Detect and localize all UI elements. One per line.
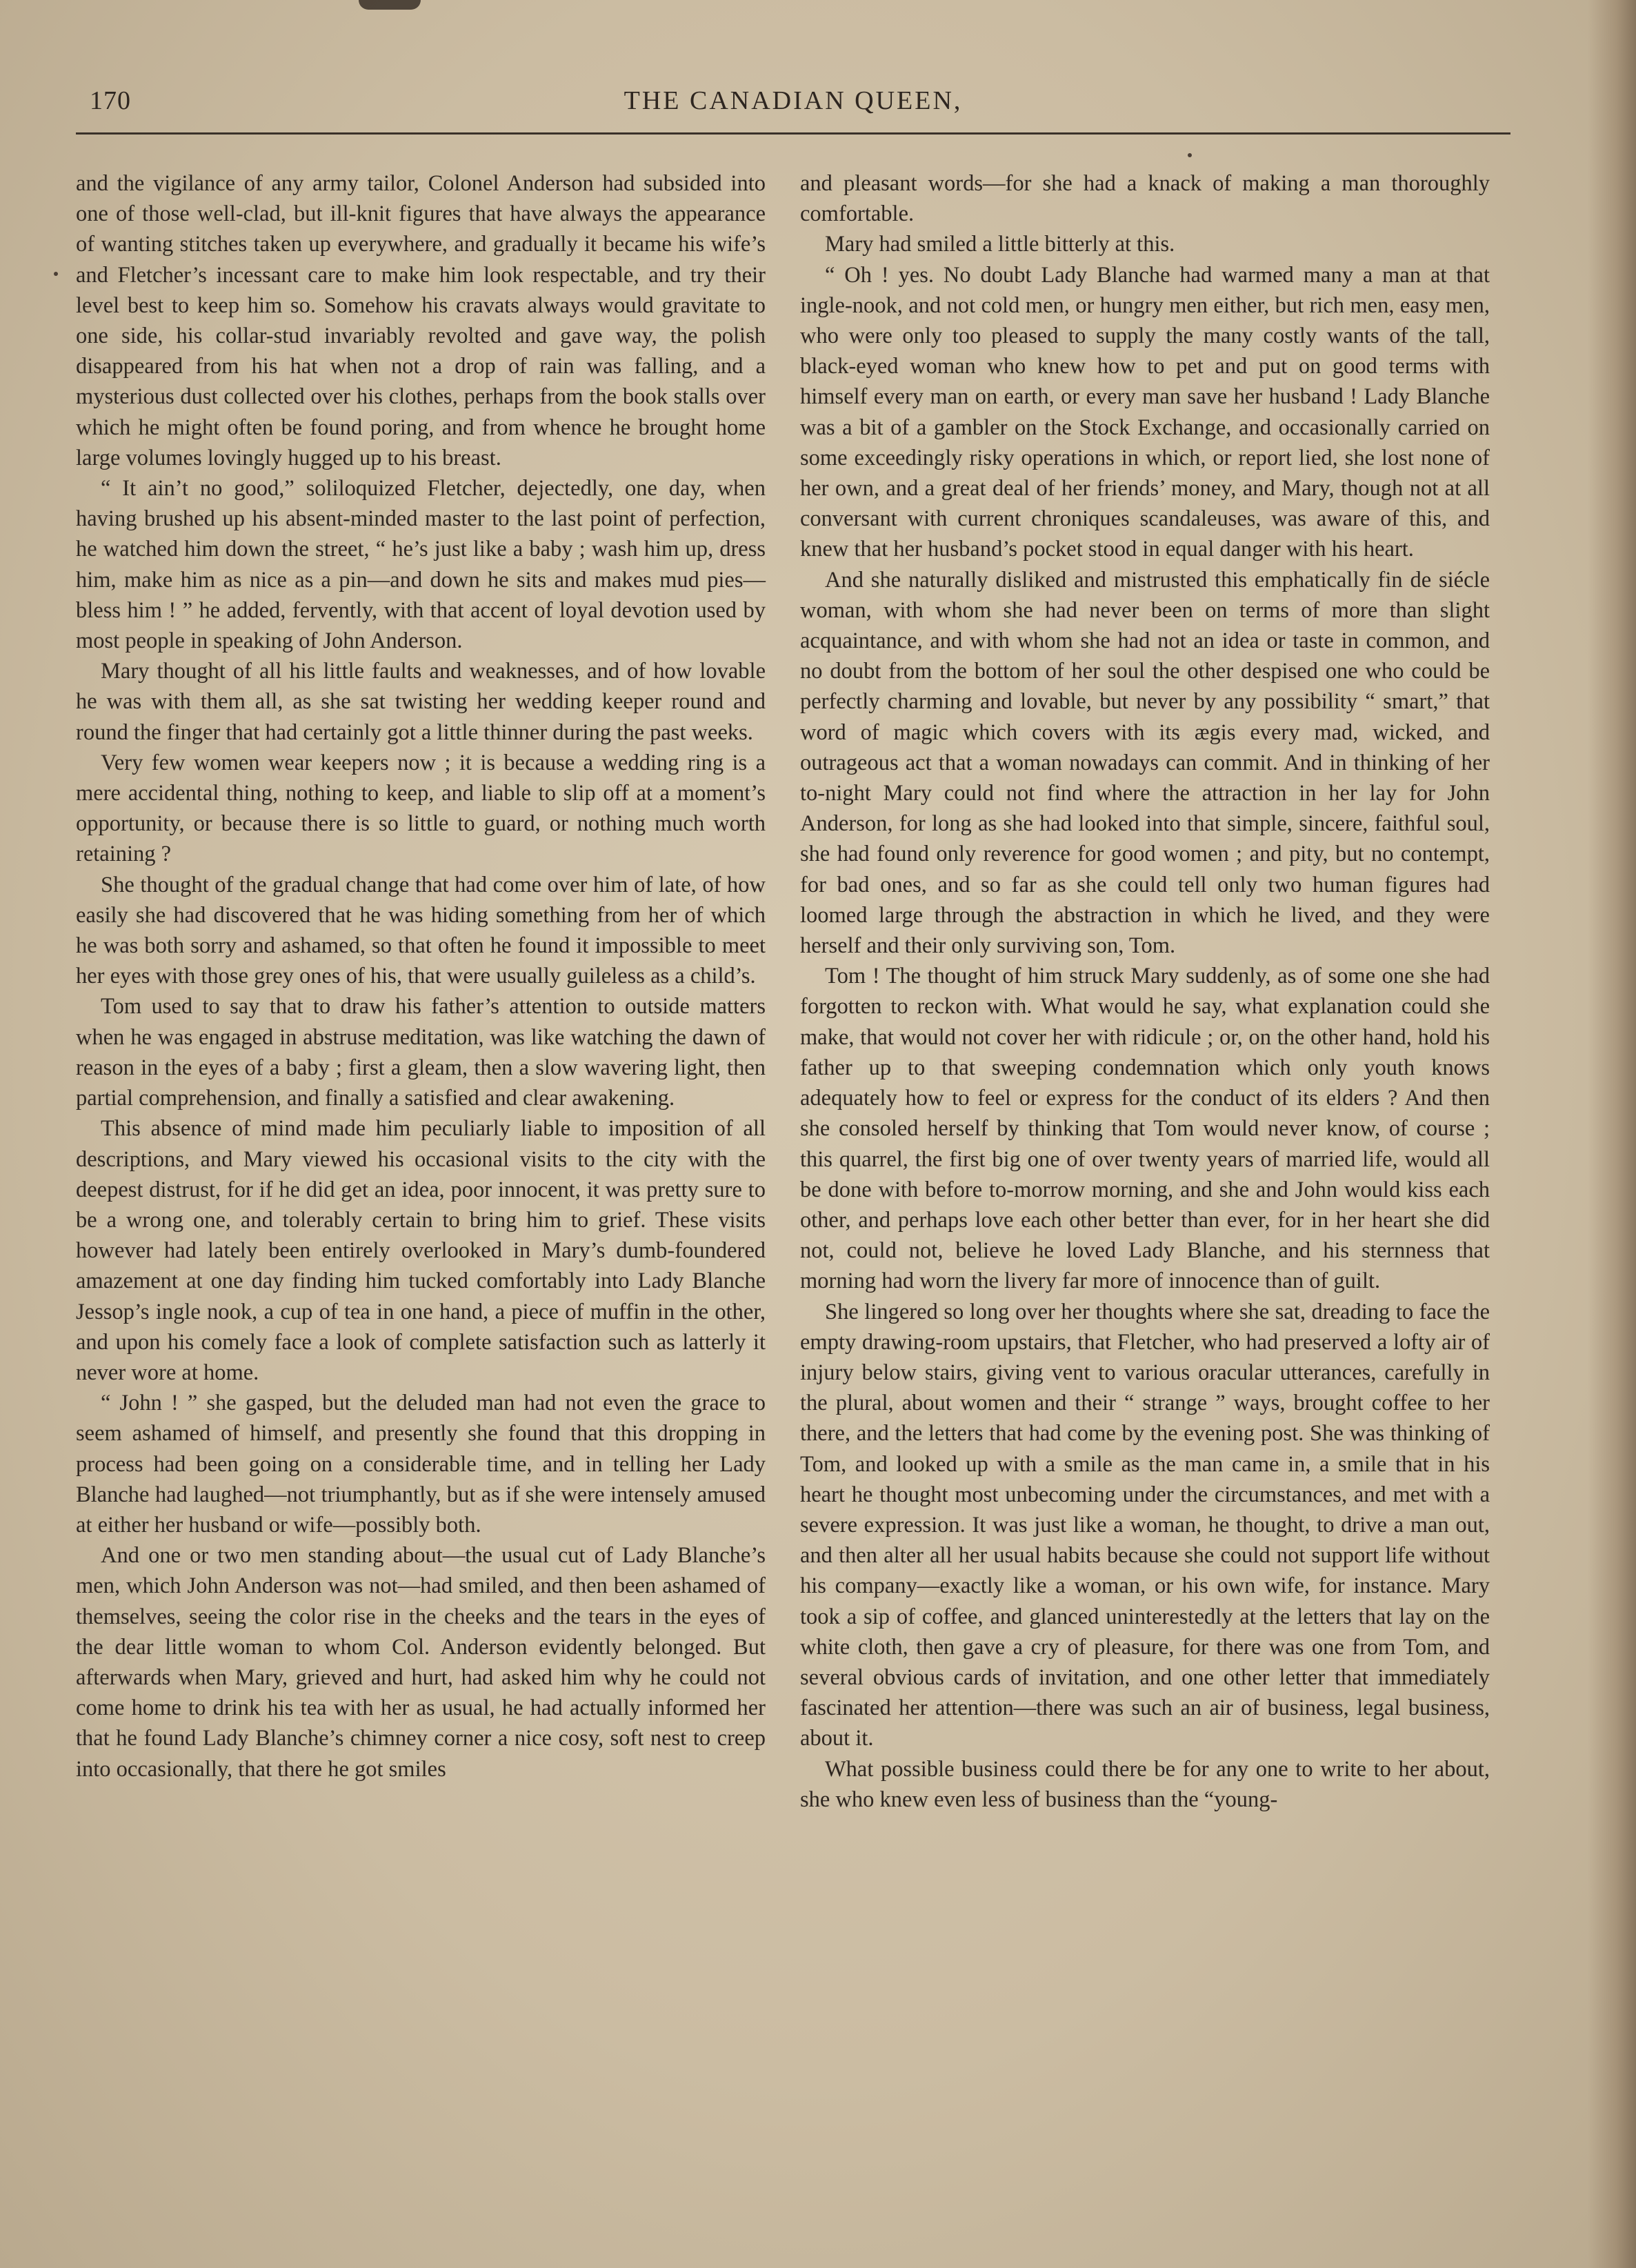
header-rule (76, 132, 1510, 135)
paragraph: “ John ! ” she gasped, but the deluded man had not even the grace to seem ashamed of himself, and presently she found that this dropping in process had been going on a considerable time, and in telling her Lady Blanche had laughed—not triumphantly, but as if she were intensely amused at either her husband or wife—possibly both. (76, 1391, 766, 1538)
print-speck (1188, 153, 1192, 157)
paragraph: Tom ! The thought of him struck Mary suddenly, as of some one she had forgotten to reckon with. What would he say, what explanation could she make, that would not cover her with ridicule ; or, on the other hand, hold his father up to that sweeping condemnation which only youth knows adequately how to feel or express for the conduct of its elders ? And then she consoled herself by thinking that Tom would never know, of course ; this quarrel, the first big one of over twenty years of married life, would all be done with before to-morrow morning, and she and John would kiss each other, and perhaps love each other better than ever, for in her heart she did not, could not, believe he loved Lady Blanche, and his sternness that morning had worn the livery far more of innocence than of guilt. (800, 964, 1490, 1294)
paragraph: Mary had smiled a little bitterly at this. (825, 232, 1175, 257)
paragraph: Very few women wear keepers now ; it is because a wedding ring is a mere accidental thing, nothing to keep, and liable to slip off at a moment’s opportunity, or because there is so little to guard, or nothing much worth retaining ? (76, 750, 766, 867)
left-column (76, 168, 766, 1784)
paragraph: She thought of the gradual change that had come over him of late, of how easily she had discovered that he was hiding something from her of which he was both sorry and ashamed, so that often he found it impossible to meet her eyes with those grey ones of his, that were usually guileless as a child’s. (76, 872, 766, 989)
page-number: 170 (90, 86, 131, 115)
paragraph: “ It ain’t no good,” soliloquized Fletcher, dejectedly, one day, when having brushed up his absent-minded master to the last point of perfection, he watched him down the street, “ he’s just like a baby ; wash him up, dress him, make him as nice as a pin—and down he sits and makes mud pies—bless him ! ” he added, fervently, with that accent of loyal devotion used by most people in speaking of John Anderson. (76, 476, 766, 654)
paragraph: and the vigilance of any army tailor, Colonel Anderson had subsided into one of those well-clad, but ill-knit figures that have always the appearance of wanting stitches taken up everywhere, and gradually it became his wife’s and Fletcher’s incessant care to make him look respectable, and try their level best to keep him so. Somehow his cravats always would gravitate to one side, his collar-stud invariably revolted and gave way, the polish disappeared from his hat when not a drop of rain was falling, and a mysterious dust collected over his clothes, perhaps from the book stalls over which he might often be found poring, and from whence he brought home large volumes lovingly hugged up to his breast. (76, 171, 766, 470)
running-title: THE CANADIAN QUEEN, (624, 86, 963, 115)
paragraph: Tom used to say that to draw his father’s attention to outside matters when he was engaged in abstruse meditation, was like watching the dawn of reason in the eyes of a baby ; first a gleam, then a slow wavering light, then partial comprehension, and finally a satisfied and clear awakening. (76, 994, 766, 1111)
paragraph: And one or two men standing about—the usual cut of Lady Blanche’s men, which John Anderson was not—had smiled, and then been ashamed of themselves, seeing the color rise in the cheeks and the tears in the eyes of the dear little woman to whom Col. Anderson evidently belonged. But afterwards when Mary, grieved and hurt, had asked him why he could not come home to drink his tea with her as usual, he had actually informed her that he found Lady Blanche’s chimney corner a nice cosy, soft nest to creep into occasionally, that there he got smiles (76, 1543, 766, 1782)
paragraph: What possible business could there be for any one to write to her about, she who knew even less of business than the “young- (800, 1756, 1490, 1812)
paragraph: And she naturally disliked and mistrusted this emphatically fin de siécle woman, with whom she had never been on terms of more than slight acquaintance, and with whom she had not an idea or taste in common, and no doubt from the bottom of her soul the other despised one who could be perfectly charming and lovable, but never by any possibility “ smart,” that word of magic which covers with its ægis every mad, wicked, and outrageous act that a woman nowadays can commit. And in thinking of her to-night Mary could not find where the attraction in her lay for John Anderson, for long as she had looked into that simple, sincere, faithful soul, she had found only reverence for good women ; and pity, but no contempt, for bad ones, and so far as she could tell only two human figures had loomed large through the abstraction in which he lived, and they were herself and their only surviving son, Tom. (800, 567, 1490, 959)
print-speck (54, 272, 58, 276)
torn-edge-mark (359, 0, 421, 10)
paragraph: This absence of mind made him peculiarly liable to imposition of all descriptions, and Mary viewed his occasional visits to the city with the deepest distrust, for if he did get an idea, poor innocent, it was pretty sure to be a wrong one, and tolerably certain to bring him to grief. These visits however had lately been entirely overlooked in Mary’s dumb-foundered amazement at one day finding him tucked comfortably into Lady Blanche Jessop’s ingle nook, a cup of tea in one hand, a piece of muffin in the other, and upon his comely face a look of complete satisfaction such as latterly it never wore at home. (76, 1116, 766, 1385)
paragraph: She lingered so long over her thoughts where she sat, dreading to face the empty drawing-room upstairs, that Fletcher, who had preserved a lofty air of injury below stairs, giving vent to various oracular utterances, carefully in the plural, about women and their “ strange ” ways, brought coffee to her there, and the letters that had come by the evening post. She was thinking of Tom, and looked up with a smile as the man came in, a smile that in his heart he thought most unbecoming under the circumstances, and met with a severe expression. It was just like a woman, he thought, to drive a man out, and then alter all her usual habits because she could not support life without his company—exactly like a woman, or his own wife, for instance. Mary took a sip of coffee, and glanced uninterestedly at the letters that lay on the white cloth, then gave a cry of pleasure, for there was one from Tom, and several obvious cards of invitation, and one other letter that immediately fascinated her attention—there was such an air of business, legal business, about it. (800, 1299, 1490, 1751)
right-column (800, 168, 1490, 1815)
page-header (90, 81, 1497, 130)
paragraph: and pleasant words—for she had a knack of making a man thoroughly comfortable. (800, 171, 1490, 227)
page-spine-shadow (1588, 0, 1636, 2268)
paragraph: “ Oh ! yes. No doubt Lady Blanche had warmed many a man at that ingle-nook, and not cold men, or hungry men either, but rich men, easy men, who were only too pleased to supply the many costly wants of the tall, black-eyed woman who knew how to pet and put on good terms with himself every man on earth, or every man save her husband ! Lady Blanche was a bit of a gambler on the Stock Exchange, and occasionally carried on some exceedingly risky operations in which, or report lied, she lost none of her own, and a great deal of her friends’ money, and Mary, though not at all conversant with current chroniques scandaleuses, was aware of this, and knew that her husband’s pocket stood in equal danger with his heart. (800, 262, 1490, 562)
paragraph: Mary thought of all his little faults and weaknesses, and of how lovable he was with them all, as she sat twisting her wedding keeper round and round the finger that had certainly got a little thinner during the past weeks. (76, 659, 766, 745)
